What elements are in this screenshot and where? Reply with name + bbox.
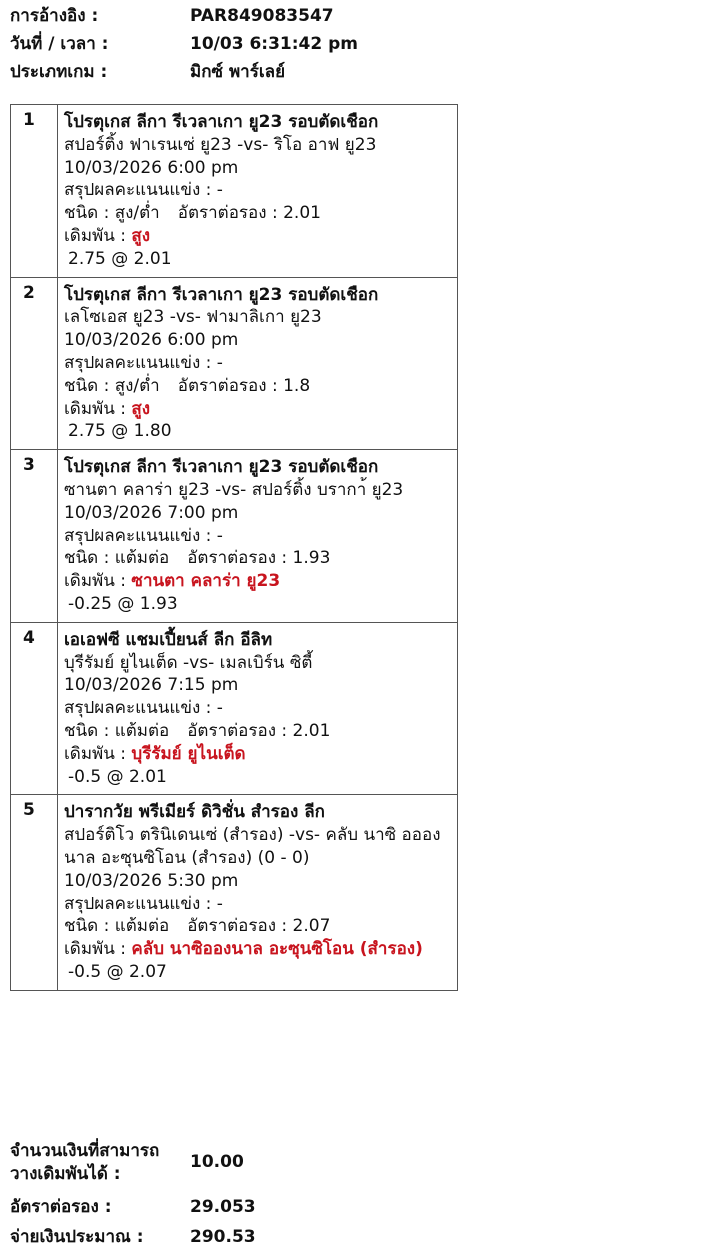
match-name: เลโซเอส ยู23 -vs- ฟามาลิเกา ยู23 [64, 307, 322, 328]
bet-type-line [64, 547, 453, 570]
reference-label: การอ้างอิง : [10, 6, 99, 26]
ticket-header [10, 2, 710, 86]
bet-number: 4 [11, 623, 58, 795]
match-datetime: 10/03/2026 5:30 pm [64, 870, 239, 891]
game-type-label: ประเภทเกม : [10, 62, 108, 82]
league-name: เอเอฟซี แชมเปี้ยนส์ ลีก อีลิท [64, 629, 273, 650]
bet-type-line [64, 202, 453, 225]
bet-type-label: ชนิด : [64, 548, 115, 569]
score-summary: สรุปผลคะแนนแข่ง : - [64, 352, 223, 373]
bet-type-value: แต้มต่อ [114, 720, 170, 741]
odds-value: 2.01 [292, 720, 331, 741]
match-datetime: 10/03/2026 7:15 pm [64, 675, 239, 696]
bet-list [10, 104, 458, 991]
odds-value: 1.8 [283, 375, 311, 396]
score-summary: สรุปผลคะแนนแข่ง : - [64, 893, 223, 914]
bet-type-label: ชนิด : [64, 375, 115, 396]
pick-line [64, 570, 453, 593]
stake-line: -0.25 @ 1.93 [68, 593, 178, 614]
odds-value: 2.01 [283, 203, 321, 224]
pick-line [64, 398, 453, 421]
stake-line: 2.75 @ 2.01 [68, 248, 172, 269]
stake-amount-row [10, 1140, 710, 1186]
bet-number: 5 [11, 795, 58, 989]
odds-label: อัตราต่อรอง : [187, 916, 293, 937]
pick-label: เดิมพัน : [64, 571, 132, 592]
payout-value: 290.53 [190, 1227, 256, 1247]
league-name: โปรตุเกส ลีกา รีเวลาเกา ยู23 รอบตัดเชือก [64, 112, 379, 132]
stake-line: -0.5 @ 2.07 [68, 961, 167, 982]
stake-line: 2.75 @ 1.80 [68, 421, 172, 442]
pick-value: ซานตา คลาร่า ยู23 [131, 571, 281, 592]
bet-number: 3 [11, 450, 58, 622]
bet-type-line [64, 720, 453, 743]
pick-line [64, 225, 453, 248]
match-name: ซานตา คลาร่า ยู23 -vs- สปอร์ติ้ง บรากา้ ยู23 [64, 479, 404, 500]
payout-label: จ่ายเงินประมาณ : [10, 1227, 144, 1247]
bet-number: 2 [11, 278, 58, 450]
bet-type-value: สูง/ต่ำ [114, 375, 160, 396]
bet-type-value: สูง/ต่ำ [114, 203, 160, 224]
pick-label: เดิมพัน : [64, 398, 132, 419]
bet-type-line [64, 375, 453, 398]
datetime-row [10, 30, 710, 58]
odds-label: อัตราต่อรอง : [187, 548, 293, 569]
odds-value: 1.93 [292, 548, 331, 569]
odds-label: อัตราต่อรอง : [177, 375, 284, 396]
bet-row [11, 623, 457, 796]
odds-label: อัตราต่อรอง : [187, 720, 293, 741]
pick-line [64, 743, 453, 766]
pick-value: คลับ นาซิอองนาล อะซุนซิโอน (สำรอง) [131, 939, 423, 960]
bet-details [58, 278, 457, 450]
datetime-value: 10/03 6:31:42 pm [190, 34, 358, 54]
reference-row [10, 2, 710, 30]
payout-row [10, 1222, 710, 1252]
bet-row [11, 450, 457, 623]
pick-value: บุรีรัมย์ ยูไนเต็ด [131, 743, 246, 764]
bet-row [11, 795, 457, 989]
stake-line: -0.5 @ 2.01 [68, 766, 167, 787]
game-type-row [10, 58, 710, 86]
score-summary: สรุปผลคะแนนแข่ง : - [64, 525, 223, 546]
ticket-summary [10, 1140, 710, 1252]
pick-label: เดิมพัน : [64, 939, 132, 960]
match-datetime: 10/03/2026 7:00 pm [64, 502, 239, 523]
bet-details [58, 105, 457, 277]
match-name: สปอร์ติ้ง ฟาเรนเซ่ ยู23 -vs- ริโอ อาฟ ยู23 [64, 134, 377, 155]
league-name: โปรตุเกส ลีกา รีเวลาเกา ยู23 รอบตัดเชือก [64, 457, 379, 478]
pick-value: สูง [131, 398, 151, 419]
odds-value: 2.07 [292, 916, 331, 937]
total-odds-label: อัตราต่อรอง : [10, 1197, 112, 1217]
match-datetime: 10/03/2026 6:00 pm [64, 330, 239, 351]
bet-row [11, 105, 457, 278]
pick-value: สูง [131, 225, 151, 246]
odds-label: อัตราต่อรอง : [177, 203, 284, 224]
bet-type-label: ชนิด : [64, 203, 115, 224]
stake-amount-label: จำนวนเงินที่สามารถวางเดิมพันได้ : [10, 1141, 160, 1184]
bet-details [58, 795, 457, 989]
bet-type-label: ชนิด : [64, 720, 115, 741]
pick-label: เดิมพัน : [64, 743, 132, 764]
bet-number: 1 [11, 105, 58, 277]
pick-label: เดิมพัน : [64, 225, 132, 246]
match-name: บุรีรัมย์ ยูไนเต็ด -vs- เมลเบิร์น ซิตี้ [64, 652, 313, 673]
score-summary: สรุปผลคะแนนแข่ง : - [64, 180, 223, 201]
match-name: สปอร์ติโว ตรินิเดนเซ่ (สำรอง) -vs- คลับ นาซิ ออองนาล อะซุนซิโอน (สำรอง) (0 - 0) [64, 825, 441, 868]
bet-type-line [64, 915, 453, 938]
bet-row [11, 278, 457, 451]
reference-value: PAR849083547 [190, 6, 334, 26]
bet-details [58, 623, 457, 795]
bet-type-value: แต้มต่อ [114, 916, 170, 937]
datetime-label: วันที่ / เวลา : [10, 34, 109, 54]
total-odds-value: 29.053 [190, 1197, 256, 1217]
total-odds-row [10, 1192, 710, 1222]
bet-type-value: แต้มต่อ [114, 548, 170, 569]
bet-details [58, 450, 457, 622]
league-name: ปารากวัย พรีเมียร์ ดิวิชั่น สำรอง ลีก [64, 802, 325, 823]
score-summary: สรุปผลคะแนนแข่ง : - [64, 698, 223, 719]
league-name: โปรตุเกส ลีกา รีเวลาเกา ยู23 รอบตัดเชือก [64, 284, 379, 305]
match-datetime: 10/03/2026 6:00 pm [64, 157, 239, 178]
stake-amount-value: 10.00 [190, 1152, 244, 1172]
game-type-value: มิกซ์ พาร์เลย์ [190, 62, 286, 82]
bet-type-label: ชนิด : [64, 916, 115, 937]
pick-line [64, 938, 453, 961]
